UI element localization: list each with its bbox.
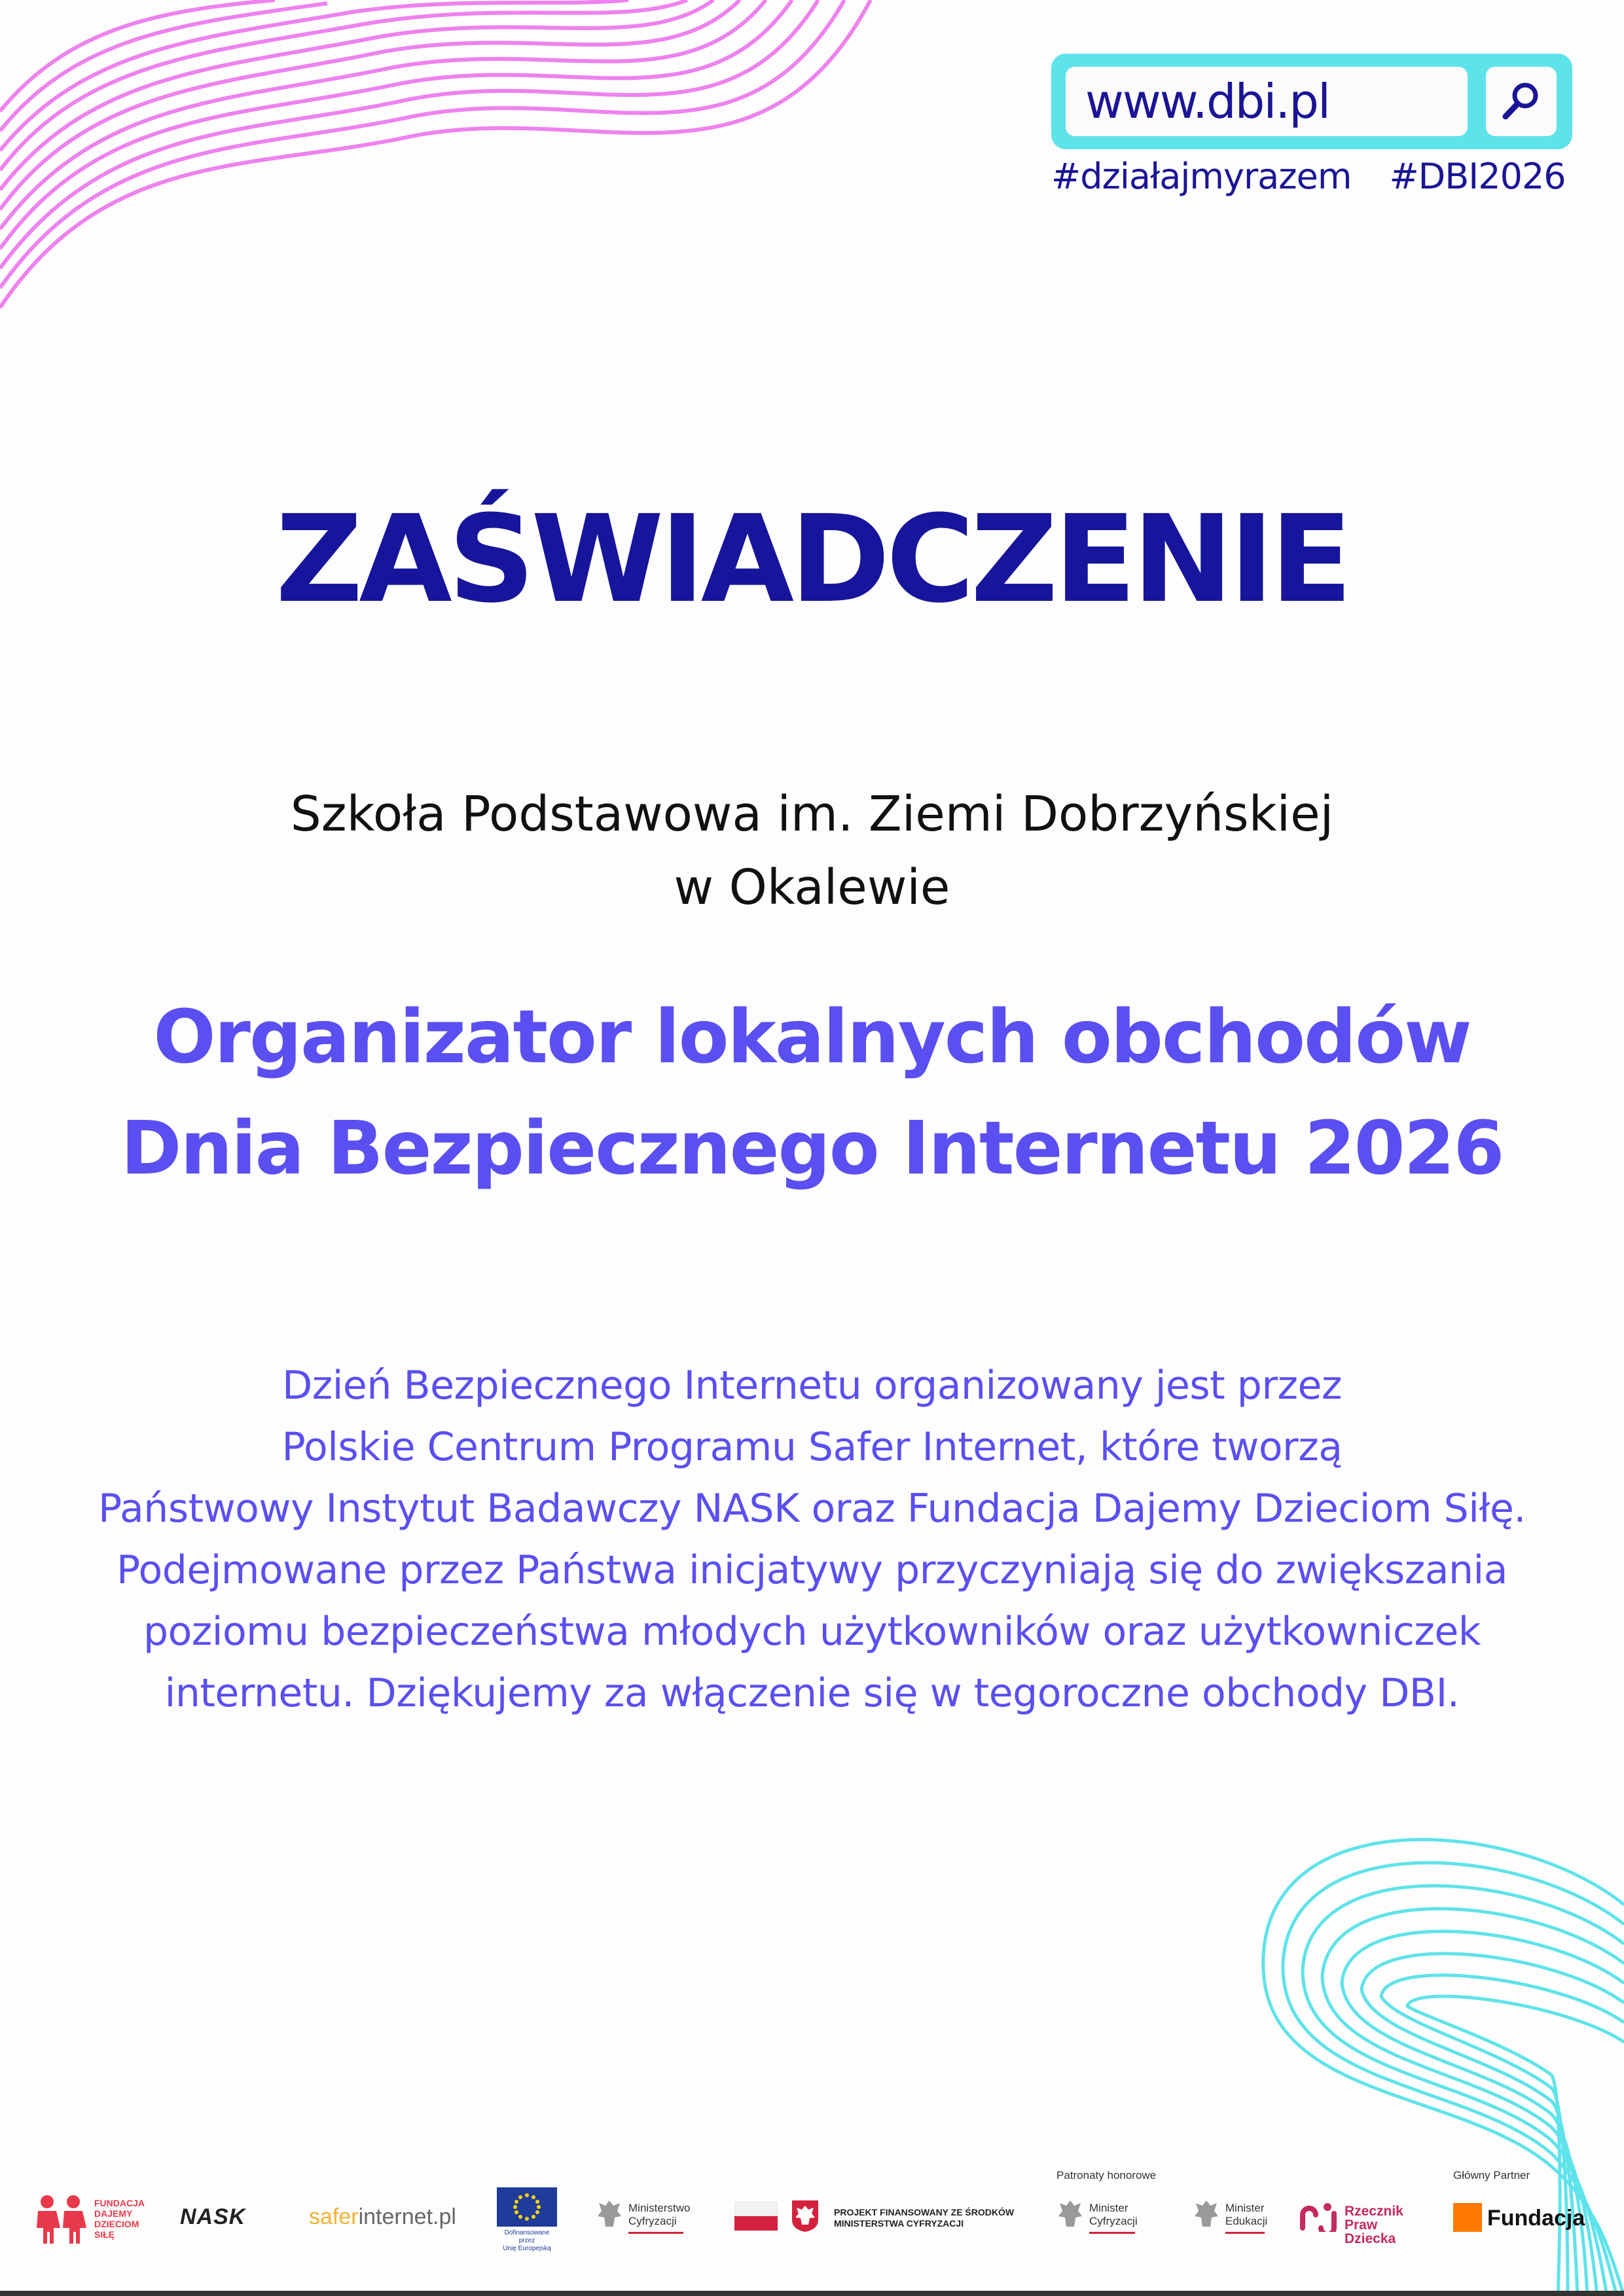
- certificate-title: ZAŚWIADCZENIE: [275, 490, 1349, 630]
- ministry-digital-affairs-logo: [596, 2198, 691, 2237]
- award-headline: [0, 982, 1624, 1204]
- body-line: poziomu bezpieczeństwa młodych użytkowników oraz użytkowniczek: [143, 1609, 1481, 1655]
- school-name-line-2: w Okalewie: [674, 859, 950, 916]
- safer-text: safer: [309, 2204, 359, 2229]
- hashtag-dbi2026: #DBI2026: [1389, 156, 1566, 197]
- minister-cyfr-line-1: Minister: [1089, 2202, 1128, 2214]
- fdds-text-3: DZIECIOM: [94, 2219, 139, 2229]
- eagle-emblem-icon: [596, 2198, 623, 2231]
- eu-logo: [496, 2187, 558, 2253]
- childrens-ombudsman-logo: [1297, 2202, 1428, 2246]
- fdds-text-1: FUNDACJA: [94, 2198, 145, 2208]
- headline-line-1: Organizator lokalnych obchodów: [153, 995, 1471, 1080]
- ombudsman-emblem-icon: [1297, 2202, 1339, 2232]
- school-name-line-1: Szkoła Podstawowa im. Ziemi Dobrzyńskiej: [290, 786, 1334, 842]
- orange-square-icon: [1453, 2203, 1482, 2232]
- ministry-cyfr-line-2: Cyfryzacji: [628, 2215, 677, 2227]
- hashtags: [1051, 156, 1575, 197]
- internet-text: internet.pl: [358, 2204, 456, 2229]
- rpd-line-1: Rzecznik: [1344, 2204, 1403, 2219]
- body-line: Państwowy Instytut Badawczy NASK oraz Fundacja Dajemy Dzieciom Siłę.: [98, 1486, 1526, 1532]
- polish-emblem-icon: [792, 2200, 818, 2232]
- certificate-body: [0, 1355, 1624, 1724]
- project-text-1: PROJEKT FINANSOWANY ZE ŚRODKÓW: [834, 2207, 1015, 2217]
- school-name: [0, 778, 1624, 924]
- bottom-border: [0, 2291, 1624, 2296]
- eu-caption-2: Unię Europejską: [503, 2245, 551, 2252]
- url-field[interactable]: www.dbi.pl: [1066, 67, 1468, 136]
- footer-logos: [0, 2160, 1624, 2258]
- minister-edu-line-2: Edukacji: [1225, 2215, 1268, 2227]
- project-text-2: MINISTERSTWA CYFRYZACJI: [834, 2218, 964, 2229]
- eagle-emblem-icon: [1056, 2198, 1084, 2231]
- minister-edu-line-1: Minister: [1225, 2202, 1265, 2214]
- fundacja-text: Fundacja: [1487, 2206, 1585, 2231]
- fdds-text-2: DAJEMY: [94, 2208, 133, 2219]
- headline-line-2: Dnia Bezpiecznego Internetu 2026: [120, 1106, 1504, 1191]
- eu-caption-1: Dofinansowane przez: [504, 2229, 550, 2244]
- hashtag-dzialajmyrazem: #działajmyrazem: [1051, 156, 1352, 197]
- search-bar: [1051, 54, 1572, 149]
- main-partner-label: Główny Partner: [1453, 2169, 1530, 2181]
- honorary-patronage-label: Patronaty honorowe: [1056, 2169, 1157, 2181]
- nask-logo: NASK: [180, 2204, 246, 2229]
- saferinternet-logo: [309, 2204, 456, 2230]
- body-line: Dzień Bezpiecznego Internetu organizowany jest przez: [282, 1363, 1342, 1408]
- body-line: Polskie Centrum Programu Safer Internet, które tworzą: [281, 1424, 1343, 1470]
- minister-digital-affairs-logo: [1056, 2198, 1142, 2237]
- body-line: internetu. Dziękujemy za włączenie się w tegoroczne obchody DBI.: [164, 1670, 1460, 1716]
- search-button[interactable]: [1486, 67, 1557, 136]
- fdds-text-4: SIŁĘ: [94, 2229, 115, 2240]
- children-icon: [34, 2194, 89, 2244]
- ministry-cyfr-line-1: Ministerstwo: [628, 2202, 691, 2214]
- polish-flag-icon: [734, 2202, 778, 2231]
- minister-education-logo: [1193, 2198, 1278, 2237]
- orange-foundation-logo: [1453, 2203, 1610, 2236]
- minister-cyfr-line-2: Cyfryzacji: [1089, 2215, 1138, 2227]
- eu-flag-icon: [497, 2187, 557, 2227]
- eagle-emblem-icon: [1193, 2198, 1220, 2231]
- search-icon: [1499, 79, 1543, 124]
- body-line: Podejmowane przez Państwa inicjatywy przyczyniają się do zwiększania: [116, 1547, 1507, 1593]
- project-funding-logo: [734, 2202, 1029, 2234]
- pink-wave-decoration: [0, 0, 890, 314]
- rpd-line-2: Praw Dziecka: [1344, 2217, 1396, 2246]
- fdds-logo: [34, 2194, 152, 2246]
